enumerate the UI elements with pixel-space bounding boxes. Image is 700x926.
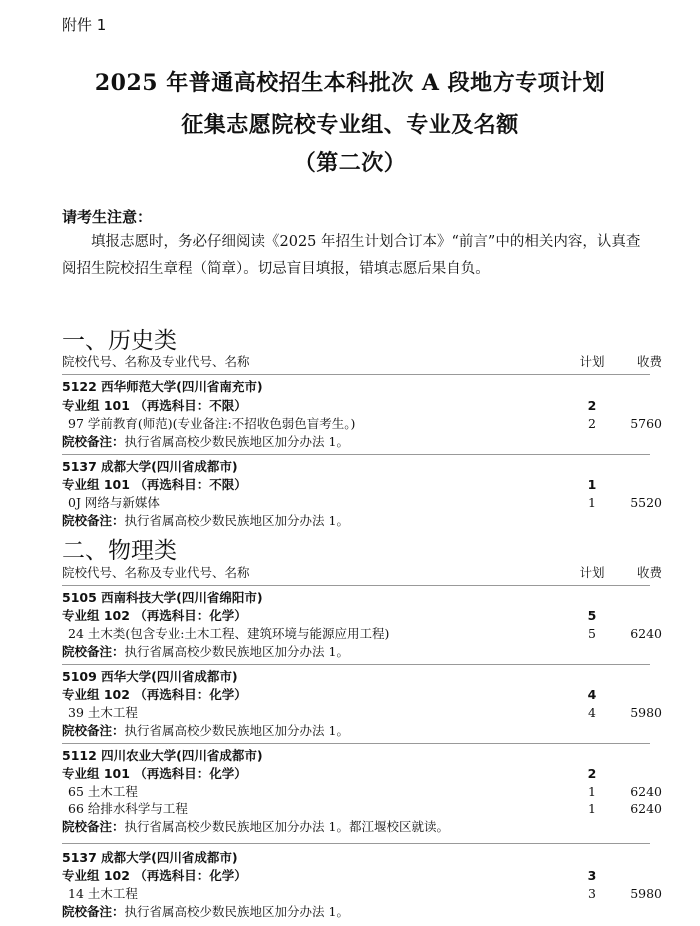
college-name: 5109 西华大学(四川省成都市): [62, 669, 238, 684]
college-note-row: [62, 817, 650, 837]
note-text: 执行省属高校少数民族地区加分办法 1。: [124, 644, 349, 659]
major-fee: 6240: [630, 801, 662, 816]
section-title-physics: 二、物理类: [62, 538, 177, 564]
major-fee: 6240: [630, 784, 662, 799]
major-row: [62, 703, 662, 723]
header-plan: 计划: [579, 565, 605, 580]
college-note-row: [62, 511, 650, 531]
attachment-label: 附件 1: [62, 16, 107, 34]
major-plan: 1: [588, 495, 596, 510]
major-plan: 2: [588, 416, 596, 431]
note-label: 院校备注：: [62, 904, 125, 919]
table-header: [62, 352, 662, 372]
table-header: [62, 563, 662, 583]
group-plan: 2: [587, 398, 597, 413]
major-name: 66 给排水科学与工程: [68, 801, 188, 816]
note-label: 院校备注：: [62, 723, 125, 738]
group-name: 专业组 101 （再选科目：不限）: [62, 398, 247, 413]
college-row: [62, 667, 650, 687]
notice-heading: 请考生注意：: [62, 208, 153, 226]
major-row: [62, 624, 662, 644]
divider: [62, 743, 650, 744]
major-fee: 5520: [630, 495, 662, 510]
college-row: [62, 457, 650, 477]
college-name: 5112 四川农业大学(四川省成都市): [62, 748, 263, 763]
group-row: [62, 866, 650, 886]
note-label: 院校备注：: [62, 819, 125, 834]
college-row: [62, 588, 650, 608]
college-row: [62, 746, 650, 766]
header-name: 院校代号、名称及专业代号、名称: [62, 354, 250, 369]
divider: [62, 843, 650, 844]
title-line-1: 2025 年普通高校招生本科批次 A 段地方专项计划: [94, 70, 606, 96]
major-fee: 5980: [630, 705, 662, 720]
group-plan: 5: [587, 608, 597, 623]
divider: [62, 585, 650, 586]
group-plan: 4: [587, 687, 597, 702]
title-line-2: 征集志愿院校专业组、专业及名额: [181, 112, 519, 138]
major-row: [62, 884, 662, 904]
major-name: 39 土木工程: [68, 705, 138, 720]
divider: [62, 454, 650, 455]
major-name: 65 土木工程: [68, 784, 138, 799]
college-row: [62, 848, 650, 868]
note-text: 执行省属高校少数民族地区加分办法 1。: [124, 434, 349, 449]
group-row: [62, 475, 650, 495]
college-row: [62, 377, 650, 397]
header-fee: 收费: [636, 354, 662, 369]
group-plan: 3: [587, 868, 597, 883]
group-name: 专业组 102 （再选科目：化学）: [62, 608, 247, 623]
major-row: [62, 493, 662, 513]
major-plan: 1: [588, 801, 596, 816]
major-fee: 5980: [630, 886, 662, 901]
major-row: [62, 414, 662, 434]
major-fee: 6240: [630, 626, 662, 641]
college-name: 5105 西南科技大学(四川省绵阳市): [62, 590, 263, 605]
title-line-3: （第二次）: [293, 150, 407, 176]
header-name: 院校代号、名称及专业代号、名称: [62, 565, 250, 580]
college-name: 5122 西华师范大学(四川省南充市): [62, 379, 263, 394]
group-row: [62, 396, 650, 416]
major-row: [62, 799, 662, 819]
group-name: 专业组 102 （再选科目：化学）: [62, 868, 247, 883]
note-text: 执行省属高校少数民族地区加分办法 1。: [124, 904, 349, 919]
group-name: 专业组 101 （再选科目：化学）: [62, 766, 247, 781]
major-name: 14 土木工程: [68, 886, 138, 901]
note-text: 执行省属高校少数民族地区加分办法 1。: [124, 723, 349, 738]
section-title-history: 一、历史类: [62, 328, 177, 354]
major-plan: 4: [588, 705, 596, 720]
group-name: 专业组 101 （再选科目：不限）: [62, 477, 247, 492]
major-name: 0J 网络与新媒体: [68, 495, 160, 510]
group-row: [62, 685, 650, 705]
note-label: 院校备注：: [62, 644, 125, 659]
note-text: 执行省属高校少数民族地区加分办法 1。都江堰校区就读。: [124, 819, 449, 834]
group-name: 专业组 102 （再选科目：化学）: [62, 687, 247, 702]
college-name: 5137 成都大学(四川省成都市): [62, 459, 238, 474]
header-plan: 计划: [579, 354, 605, 369]
college-note-row: [62, 642, 650, 662]
divider: [62, 664, 650, 665]
major-plan: 3: [588, 886, 596, 901]
group-plan: 1: [587, 477, 597, 492]
major-name: 24 土木类(包含专业:土木工程、建筑环境与能源应用工程): [68, 626, 390, 641]
college-note-row: [62, 432, 650, 452]
note-text: 执行省属高校少数民族地区加分办法 1。: [124, 513, 349, 528]
major-plan: 1: [588, 784, 596, 799]
group-plan: 2: [587, 766, 597, 781]
college-note-row: [62, 721, 650, 741]
major-fee: 5760: [630, 416, 662, 431]
group-row: [62, 606, 650, 626]
group-row: [62, 764, 650, 784]
note-label: 院校备注：: [62, 513, 125, 528]
note-label: 院校备注：: [62, 434, 125, 449]
divider: [62, 374, 650, 375]
college-note-row: [62, 902, 650, 922]
college-name: 5137 成都大学(四川省成都市): [62, 850, 238, 865]
major-name: 97 学前教育(师范)(专业备注:不招收色弱色盲考生。): [68, 416, 356, 431]
notice-body: 填报志愿时，务必仔细阅读《2025 年招生计划合订本》“前言”中的相关内容，认真查阅招生院校招生章程（简章）。切忌盲目填报，错填志愿后果自负。: [62, 234, 641, 277]
header-fee: 收费: [636, 565, 662, 580]
major-plan: 5: [588, 626, 596, 641]
